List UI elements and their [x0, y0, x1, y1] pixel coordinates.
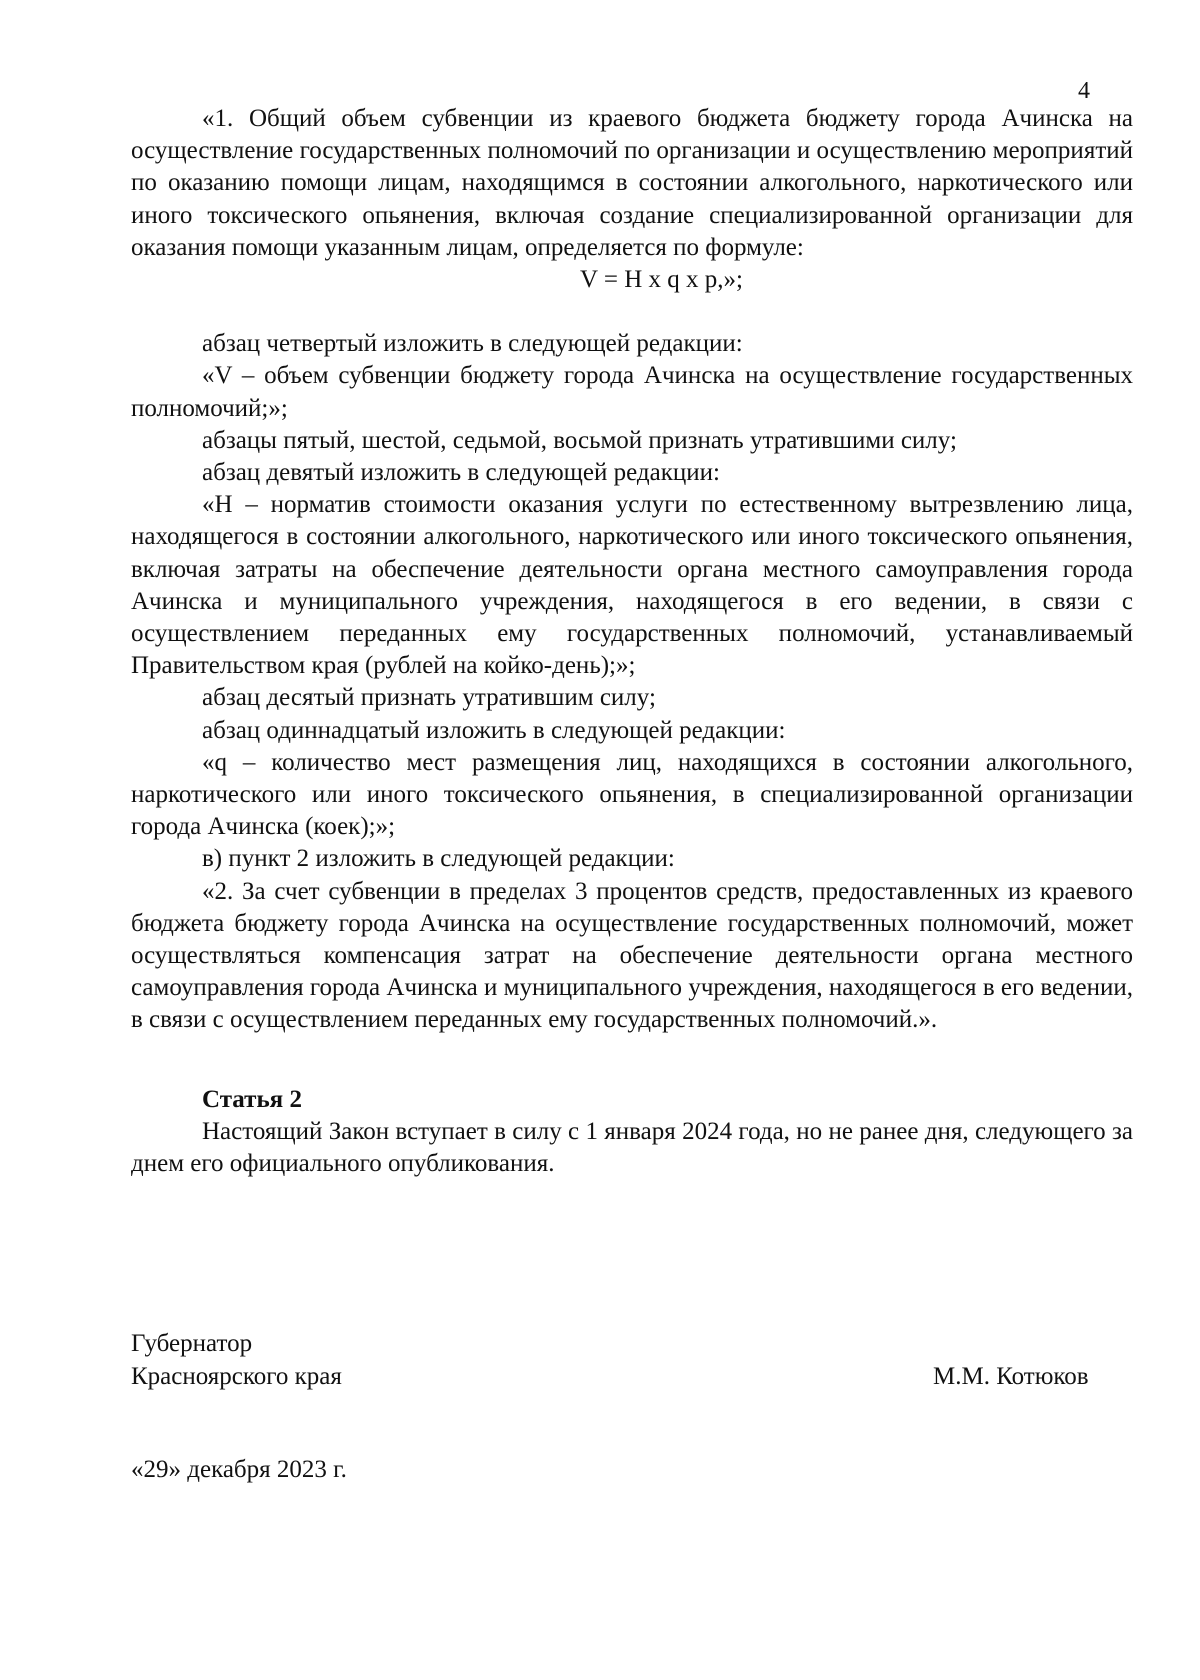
signature-name: М.М. Котюков	[933, 1363, 1089, 1390]
paragraph-amendment-5-8: абзацы пятый, шестой, седьмой, восьмой признать утратившими силу;	[202, 426, 957, 454]
paragraph-subvention-total: «1. Общий объем субвенции из краевого бюджета бюджету города Ачинска на осуществление государственных полномочий по организации и осуществлению мероприятий по оказанию помощи лицам, находящимся в состоянии алкогольного, наркотического или иного токсического опьянения, включая создание специализированной организации для оказания помощи указанным лицам, определяется по формуле:	[131, 105, 1133, 261]
paragraph-item-2-text: «2. За счет субвенции в пределах 3 процентов средств, предоставленных из краевого бюджета бюджету города Ачинска на осуществление государственных полномочий, может осуществляться компенсация затрат на обеспечение деятельности органа местного самоуправления города Ачинска и муниципального учреждения, находящегося в его ведении, в связи с осуществлением переданных ему государственных полномочий.».	[131, 877, 1133, 1034]
signature-title	[131, 1328, 342, 1393]
article-heading: Статья 2	[202, 1085, 302, 1113]
document-date: «29» декабря 2023 г.	[131, 1456, 347, 1483]
page-number: 4	[1078, 78, 1090, 104]
signature-title-line1: Губернатор	[131, 1330, 253, 1357]
article-text: Настоящий Закон вступает в силу с 1 января 2024 года, но не ранее дня, следующего за днем его официального опубликования.	[131, 1117, 1133, 1178]
formula: V = H x q x p,»;	[580, 266, 743, 294]
paragraph-amendment-10: абзац десятый признать утратившим силу;	[202, 684, 656, 712]
paragraph-v-definition: «V – объем субвенции бюджету города Ачинска на осуществление государственных полномочий;»;	[131, 362, 1133, 422]
paragraph-amendment-9: абзац девятый изложить в следующей редакции:	[202, 459, 720, 487]
signature-title-line2: Красноярского края	[131, 1362, 342, 1390]
document-body	[131, 103, 1133, 1180]
paragraph-amendment-4: абзац четвертый изложить в следующей редакции:	[202, 330, 743, 358]
paragraph-q-definition: «q – количество мест размещения лиц, находящихся в состоянии алкогольного, наркотического или иного токсического опьянения, в специализированной организации города Ачинска (коек);»;	[131, 748, 1133, 841]
paragraph-h-definition: «H – норматив стоимости оказания услуги по естественному вытрезвлению лица, находящегося в состоянии алкогольного, наркотического или иного токсического опьянения, включая затраты на обеспечение деятельности органа местного самоуправления города Ачинска и муниципального учреждения, находящегося в его ведении, в связи с осуществлением переданных ему государственных полномочий, устанавливаемый Правительством края (рублей на койко-день);»;	[131, 491, 1133, 680]
paragraph-item-2-amendment: в) пункт 2 изложить в следующей редакции:	[202, 845, 675, 873]
paragraph-amendment-11: абзац одиннадцатый изложить в следующей редакции:	[202, 716, 786, 744]
